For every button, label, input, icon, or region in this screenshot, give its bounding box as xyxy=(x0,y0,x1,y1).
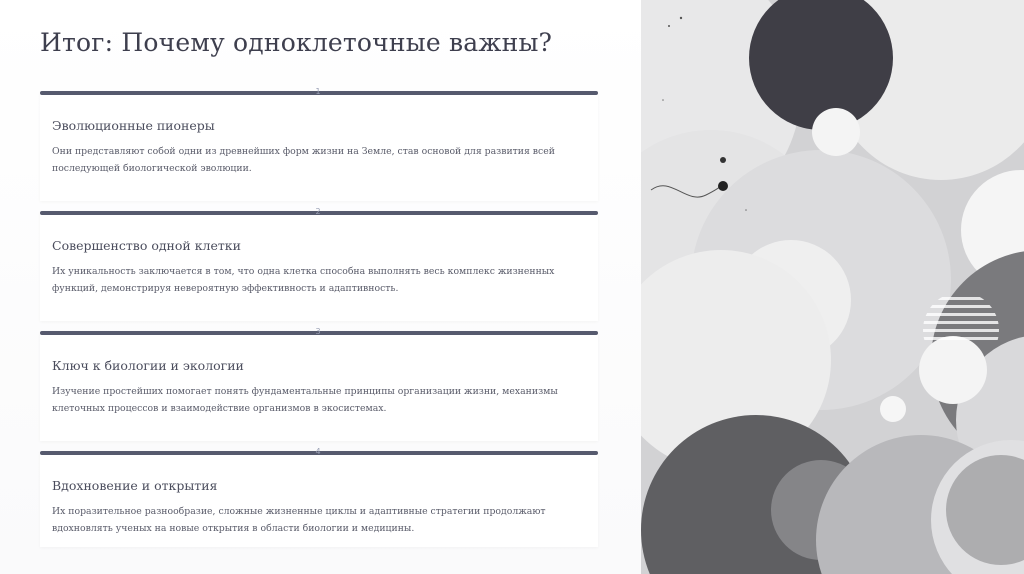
decorative-art-panel xyxy=(641,0,1024,574)
page-title: Итог: Почему одноклеточные важны? xyxy=(40,28,553,57)
card-title: Совершенство одной клетки xyxy=(52,238,241,253)
card-number: 4 xyxy=(315,447,321,456)
card-number: 3 xyxy=(315,327,321,336)
card-text: Они представляют собой одни из древнейших форм жизни на Земле, став основой для развития всей последующей биологической эволюции. xyxy=(52,146,555,174)
abstract-circles-illustration xyxy=(641,0,1024,574)
card-text: Изучение простейших помогает понять фундаментальные принципы организации жизни, механизмы клеточных процессов и взаимодействие организмов в экосистемах. xyxy=(52,386,558,414)
card-text: Их поразительное разнообразие, сложные жизненные циклы и адаптивные стратегии продолжают вдохновлять ученых на новые открытия в области биологии и медицины. xyxy=(52,506,546,534)
card-3 xyxy=(40,327,598,441)
card-number: 1 xyxy=(315,87,321,96)
card-text: Их уникальность заключается в том, что одна клетка способна выполнять весь комплекс жизненных функций, демонстрируя невероятную эффективность и адаптивность. xyxy=(52,266,555,294)
card-number: 2 xyxy=(315,207,321,216)
card-title: Ключ к биологии и экологии xyxy=(52,358,244,373)
card-2 xyxy=(40,207,598,321)
card-1 xyxy=(40,87,598,201)
card-title: Вдохновение и открытия xyxy=(52,478,218,493)
card-4 xyxy=(40,447,598,547)
card-title: Эволюционные пионеры xyxy=(52,118,215,133)
